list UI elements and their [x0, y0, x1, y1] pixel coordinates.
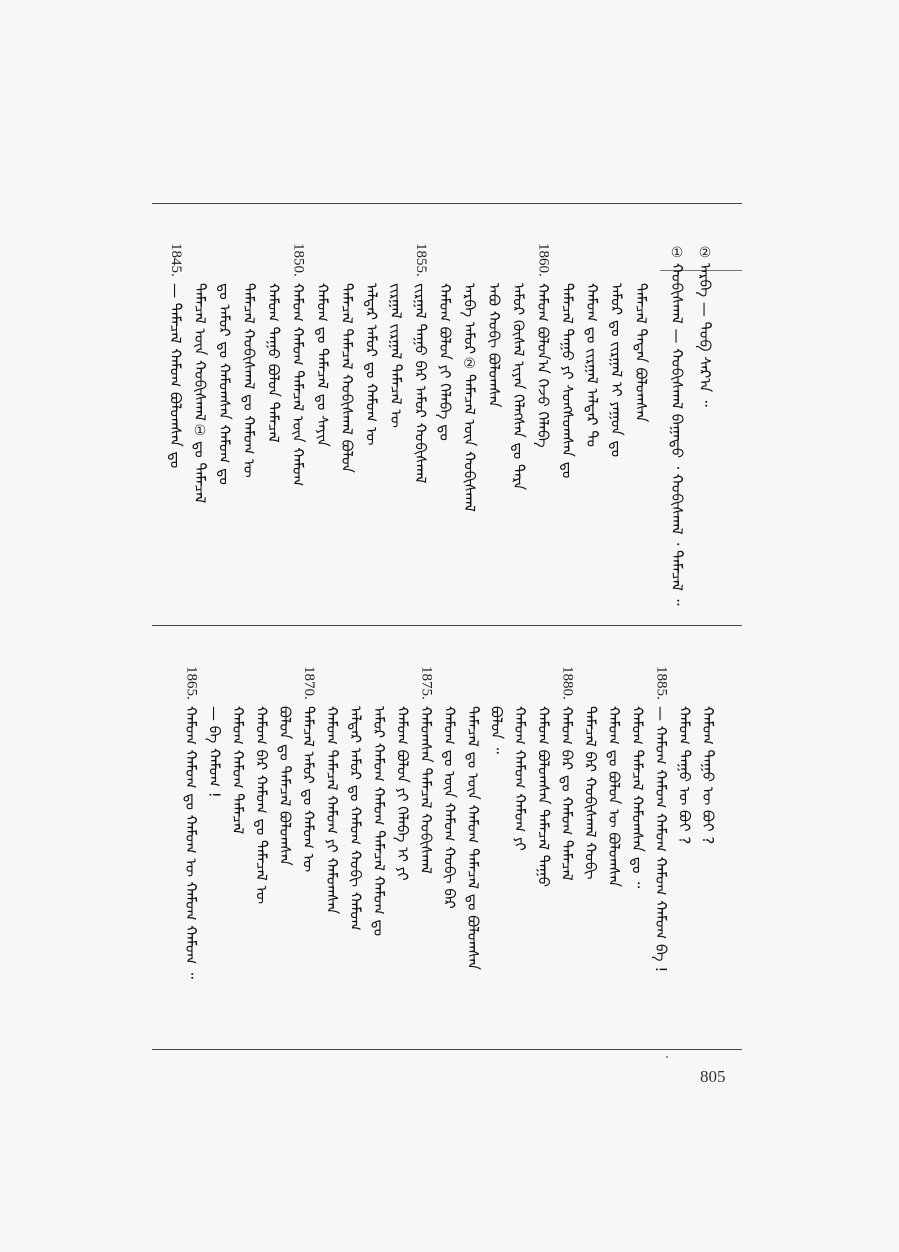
line-number: 1870.	[301, 666, 317, 700]
verse-text-cont: ᠲᠡᠮᠡᠴᠡᠯ ᠦᠨ ᠬᠤᠪᠢᠰᠬᠠᠯ	[460, 373, 479, 512]
verse-line	[227, 666, 249, 834]
verse-text: — ᠪᠠ ᠬᠠᠮᠤᠭ !	[205, 705, 224, 798]
footnote-marker: ①	[670, 245, 684, 261]
verse-line	[581, 243, 603, 447]
verse-text: ᠬᠠᠮᠤᠭ ᠬᠠᠮᠤᠭ ᠬᠠᠮᠤᠭ ᠶᠢ	[511, 705, 529, 851]
verse-text: ᠬᠠᠮᠤᠭ ᠪᠠᠷ ᠬᠠᠮᠤᠭ ᠳᠤ ᠲᠡᠮᠡᠴᠡᠯ ᠦ	[252, 705, 271, 904]
verse-text: ᠲᠡᠮᠡᠴᠡᠯ ᠪᠠᠷ ᠬᠤᠪᠢᠰᠬᠠᠯ ᠬᠤᠪᠢ	[581, 705, 600, 880]
verse-line	[180, 666, 202, 979]
verse-text: ᠠᠮᠤᠷ ᠳᠤ ᠵᠢᠷᠭᠠᠯ ᠢ ᠶᠠᠭᠤᠨ ᠳᠤ	[607, 282, 626, 457]
verse-text: ᠲᠡᠮᠡᠴᠡᠯ ᠳᠤ ᠦᠨ ᠬᠠᠮᠤᠭ ᠲᠡᠮᠡᠴᠡᠯ ᠳᠤ ᠪᠣᠯᠤᠭᠰᠠᠨ	[464, 705, 482, 970]
verse-text: — ᠬᠠᠮᠤᠭ ᠬᠠᠮᠤᠭ ᠬᠠᠮᠤᠭ ᠬᠠᠮᠤᠭ ᠬᠠᠮᠤᠭ ᠪᠠ !	[652, 705, 670, 973]
verse-line	[287, 243, 309, 486]
verse-text: ᠬᠠᠮᠤᠭ ᠲᠡᠮᠡᠴᠡᠯ ᠬᠠᠮᠤᠭ ᠶᠢ ᠬᠠᠮᠤᠭᠰᠠᠨ	[323, 705, 341, 915]
verse-line	[385, 243, 407, 428]
verse-line	[204, 666, 226, 798]
verse-text: ᠬᠠᠮᠤᠭ ᠳᠠᠭᠤ ᠦ ᠪᠣᠢ ?	[675, 705, 694, 845]
verse-line	[697, 666, 719, 844]
verse-text: ᠬᠠᠮᠤᠭ ᠪᠣᠯᠤᠭᠰᠠᠨ ᠲᠡᠮᠡᠴᠡᠯ ᠳᠠᠭᠤ	[534, 705, 553, 887]
verse-line	[415, 666, 437, 874]
verse-line	[251, 666, 273, 904]
verse-text: ᠬᠠᠮᠤᠭ ᠬᠠᠮᠤᠭ ᠲᠡᠮᠡᠴᠡᠯ	[229, 705, 247, 834]
verse-text: ᠲᠡᠮᠡᠴᠡᠯ ᠠᠮᠤᠷ ᠳᠤ ᠬᠠᠮᠤᠭ ᠦ	[299, 705, 318, 872]
verse-text: ᠬᠠᠮᠤᠭ ᠳᠤ ᠵᠢᠷᠭᠠᠯ ᠠᠯᠳᠠᠷ ᠲᠤ	[583, 282, 601, 447]
footnote-text: ᠠᠷᠪᠠ — ᠲᠤᠪ ᠰᠠᠷ᠎ᠠ ᠃	[696, 263, 714, 407]
verse-line	[627, 666, 649, 888]
verse-line	[509, 666, 531, 851]
line-number: 1850.	[290, 243, 307, 277]
verse-text: ᠠᠮᠤᠷ ᠬᠠᠮᠤᠭ ᠬᠠᠮᠤᠭ ᠲᠡᠮᠡᠴᠡᠯ ᠬᠠᠮᠤᠭ ᠳᠤ	[370, 705, 388, 936]
verse-text: ᠠᠪᠤ ᠬᠤᠪᠢ ᠪᠣᠯᠤᠭᠰᠠᠨ	[485, 282, 503, 408]
verse-line	[674, 666, 696, 844]
verse-text: ᠬᠠᠮᠤᠭᠰᠠᠨ ᠲᠡᠮᠡᠴᠡᠯ ᠬᠤᠪᠢᠰᠬᠠᠯ	[417, 705, 435, 874]
verse-text: ᠬᠠᠮᠤᠭ ᠳᠤ ᠦᠨ ᠬᠠᠮᠤᠭ ᠬᠤᠪᠢ ᠪᠠᠷ	[440, 705, 459, 909]
verse-text: ᠪᠣᠯᠤᠨ ᠳᠤ ᠲᠡᠮᠡᠴᠡᠯ ᠪᠣᠯᠤᠭᠰᠠᠨ	[276, 705, 294, 866]
verse-line	[557, 243, 579, 478]
verse-line	[238, 243, 260, 477]
verse-line	[410, 243, 432, 483]
verse-text: ᠵᠢᠷᠭᠠᠯ ᠳᠠᠭᠤ ᠪᠠᠷ ᠠᠮᠤᠷ ᠬᠤᠪᠢᠰᠬᠠᠯ	[411, 282, 430, 484]
speck	[666, 1056, 668, 1058]
verse-line	[580, 666, 602, 879]
verse-line	[483, 243, 505, 407]
verse-text: ᠠᠮᠤᠷ ᠬᠦᠰᠡᠯ ᠢᠶᠡᠨ ᠬᠡᠯᠡᠭᠰᠡᠨ ᠳᠤ ᠲᠡᠷᠡ	[509, 282, 528, 490]
verse-line	[189, 243, 211, 503]
verse-line	[263, 243, 285, 442]
verse-text: ᠲᠡᠮᠡᠴᠡᠯ ᠲᠡᠮᠡᠴᠡᠯ ᠬᠤᠪᠢᠰᠬᠠᠯ ᠪᠣᠯᠤᠨ	[338, 282, 356, 473]
line-number: 1855.	[413, 243, 429, 277]
footnote-ref: ①	[193, 422, 207, 439]
verse-line	[486, 666, 508, 754]
verse-text: ᠠᠯᠳᠠᠷ ᠠᠮᠤᠷ ᠳᠤ ᠬᠠᠮᠤᠭ ᠬᠤᠪᠢ ᠬᠠᠮᠤᠭ	[346, 705, 365, 931]
verse-line	[368, 666, 390, 936]
verse-line	[532, 243, 554, 447]
verse-text: ᠠᠯᠳᠠᠷ ᠠᠮᠤᠷ ᠳᠤ ᠬᠠᠮᠤᠭ ᠦ	[362, 282, 381, 446]
verse-line	[392, 666, 414, 880]
verse-line	[650, 666, 672, 972]
verse-text: ᠲᠡᠮᠡᠴᠡᠯ ᠲᠡᠳᠡᠨ ᠪᠣᠯᠤᠭᠰᠠᠨ	[632, 282, 650, 422]
verse-line	[321, 666, 343, 914]
verse-line	[556, 666, 578, 881]
verse-line	[214, 243, 236, 485]
verse-line	[312, 243, 334, 447]
verse-line	[336, 243, 358, 473]
verse-line	[345, 666, 367, 930]
line-number: 1885.	[653, 666, 670, 700]
verse-text: ᠳᠤ ᠠᠮᠤᠷ ᠳᠤ ᠬᠠᠮᠤᠭᠰᠠᠨ ᠬᠠᠮᠤᠭ ᠳᠤ	[215, 282, 234, 485]
verse-line	[462, 666, 484, 970]
middle-rule	[152, 625, 742, 626]
verse-text: ᠲᠡᠮᠡᠴᠡᠯ ᠳᠠᠭᠤ ᠶᠢ ᠰᠣᠩᠰᠣᠭᠰᠠᠨ ᠳᠤ	[558, 282, 577, 479]
line-number: 1860.	[535, 243, 552, 277]
verse-text: ᠬᠠᠮᠤᠭ ᠪᠣᠯᠤᠨ ᠶᠢ ᠬᠡᠯᠡᠪᠡ ᠢ ᠶᠢ	[393, 705, 412, 881]
verse-text: ᠬᠠᠮᠤᠭ ᠳᠠᠭᠤ ᠦ ᠪᠣᠢ ?	[699, 705, 717, 845]
verse-text: ᠬᠠᠮᠤᠭ ᠳᠠᠭᠤ ᠪᠣᠯᠤᠨ ᠲᠡᠮᠡᠴᠡᠯ	[264, 282, 283, 443]
verse-text: ᠬᠠᠮᠤᠭ ᠬᠠᠮᠤᠭ ᠲᠡᠮᠡᠴᠡᠯ ᠦᠨ ᠬᠠᠮᠤᠭ	[289, 282, 307, 487]
footnote-2	[694, 243, 716, 407]
verse-line	[361, 243, 383, 445]
verse-line	[630, 243, 652, 422]
verse-text: ᠬᠠᠮᠤᠭ ᠬᠠᠮᠤᠭ ᠳᠤ ᠬᠠᠮᠤᠭ ᠦ ᠬᠠᠮᠤᠭ ᠬᠠᠮᠤᠭ ᠃	[182, 705, 200, 979]
verse-line	[434, 243, 456, 441]
verse-text: ᠵᠢᠷᠭᠠᠯ ᠵᠢᠷᠭᠠᠯ ᠲᠡᠮᠡᠴᠡᠯ ᠦ	[387, 282, 405, 428]
verse-text: ᠬᠠᠮᠤᠭ ᠲᠡᠮᠡᠴᠡᠯ ᠬᠠᠮᠤᠭᠰᠠᠨ ᠳᠤ ᠃	[628, 705, 647, 888]
line-number: 1875.	[418, 666, 435, 700]
verse-text: ᠲᠡᠮᠡᠴᠡᠯ ᠬᠤᠪᠢᠰᠬᠠᠯ ᠳᠤ ᠬᠠᠮᠤᠭ ᠦ	[240, 282, 258, 478]
verse-text: ᠠᠷᠪᠠ ᠠᠮᠤᠷ	[460, 282, 479, 354]
verse-text: ᠪᠣᠯᠤᠨ ᠃	[487, 705, 506, 754]
verse-line	[508, 243, 530, 490]
footnote-marker: ②	[698, 245, 712, 261]
verse-line	[533, 666, 555, 887]
page-number: 805	[700, 1067, 726, 1086]
bottom-rule	[152, 1049, 742, 1050]
verse-line	[439, 666, 461, 909]
verse-text: ᠬᠠᠮᠤᠭ ᠪᠠᠷ ᠳᠤ ᠬᠠᠮᠤᠭ ᠲᠡᠮᠡᠴᠡᠯ	[558, 705, 576, 881]
verse-text: ᠬᠠᠮᠤᠭ ᠳᠤ ᠪᠣᠯᠤᠨ ᠦ ᠪᠣᠯᠤᠭᠰᠠᠨ	[605, 705, 623, 887]
footnote-text: ᠬᠤᠪᠢᠰᠬᠠᠯ — ᠬᠤᠪᠢᠰᠬᠠᠯ ᠪᠠᠭᠠᠲᠤ ᠂ ᠬᠤᠪᠢᠰᠬᠠᠯ ᠂ ᠲᠡᠮᠡᠴᠡᠯ ᠃	[668, 263, 686, 606]
verse-line	[603, 666, 625, 887]
footnote-ref: ②	[463, 355, 476, 372]
verse-text: ᠬᠠᠮᠤᠭ ᠪᠣᠯᠤᠨ ᠶᠢ ᠬᠡᠯᠡᠪᠡ ᠳᠤ	[436, 282, 454, 441]
line-number: 1880.	[559, 666, 576, 700]
verse-line	[459, 243, 481, 512]
line-number: 1865.	[183, 666, 200, 700]
verse-text: — ᠲᠡᠮᠡᠴᠡᠯ ᠬᠠᠮᠤᠭ ᠪᠣᠯᠤᠭᠰᠠᠨ ᠳᠤ	[166, 282, 185, 468]
verse-line	[165, 243, 187, 468]
footnote-1	[666, 243, 688, 606]
line-number: 1845.	[168, 243, 184, 277]
verse-line	[298, 666, 320, 872]
verse-line	[606, 243, 628, 457]
verse-text: ᠬᠠᠮᠤᠭ ᠳᠤ ᠲᠡᠮᠡᠴᠡᠯ ᠳᠤ ᠰᠠᠶᠢᠨ	[313, 282, 332, 447]
top-rule	[152, 203, 742, 204]
verse-line	[274, 666, 296, 866]
verse-text: ᠬᠠᠮᠤᠭ ᠪᠣᠯᠤᠨ᠎ᠠ ᠭᠡᠵᠦ ᠬᠡᠯᠡᠪᠡ	[534, 282, 552, 448]
verse-text: ᠲᠡᠮᠡᠴᠡᠯ ᠦᠨ ᠬᠤᠪᠢᠰᠬᠠᠯ	[191, 282, 209, 421]
verse-text-cont: ᠳᠤ ᠲᠡᠮᠡᠴᠡᠯ	[191, 440, 209, 503]
